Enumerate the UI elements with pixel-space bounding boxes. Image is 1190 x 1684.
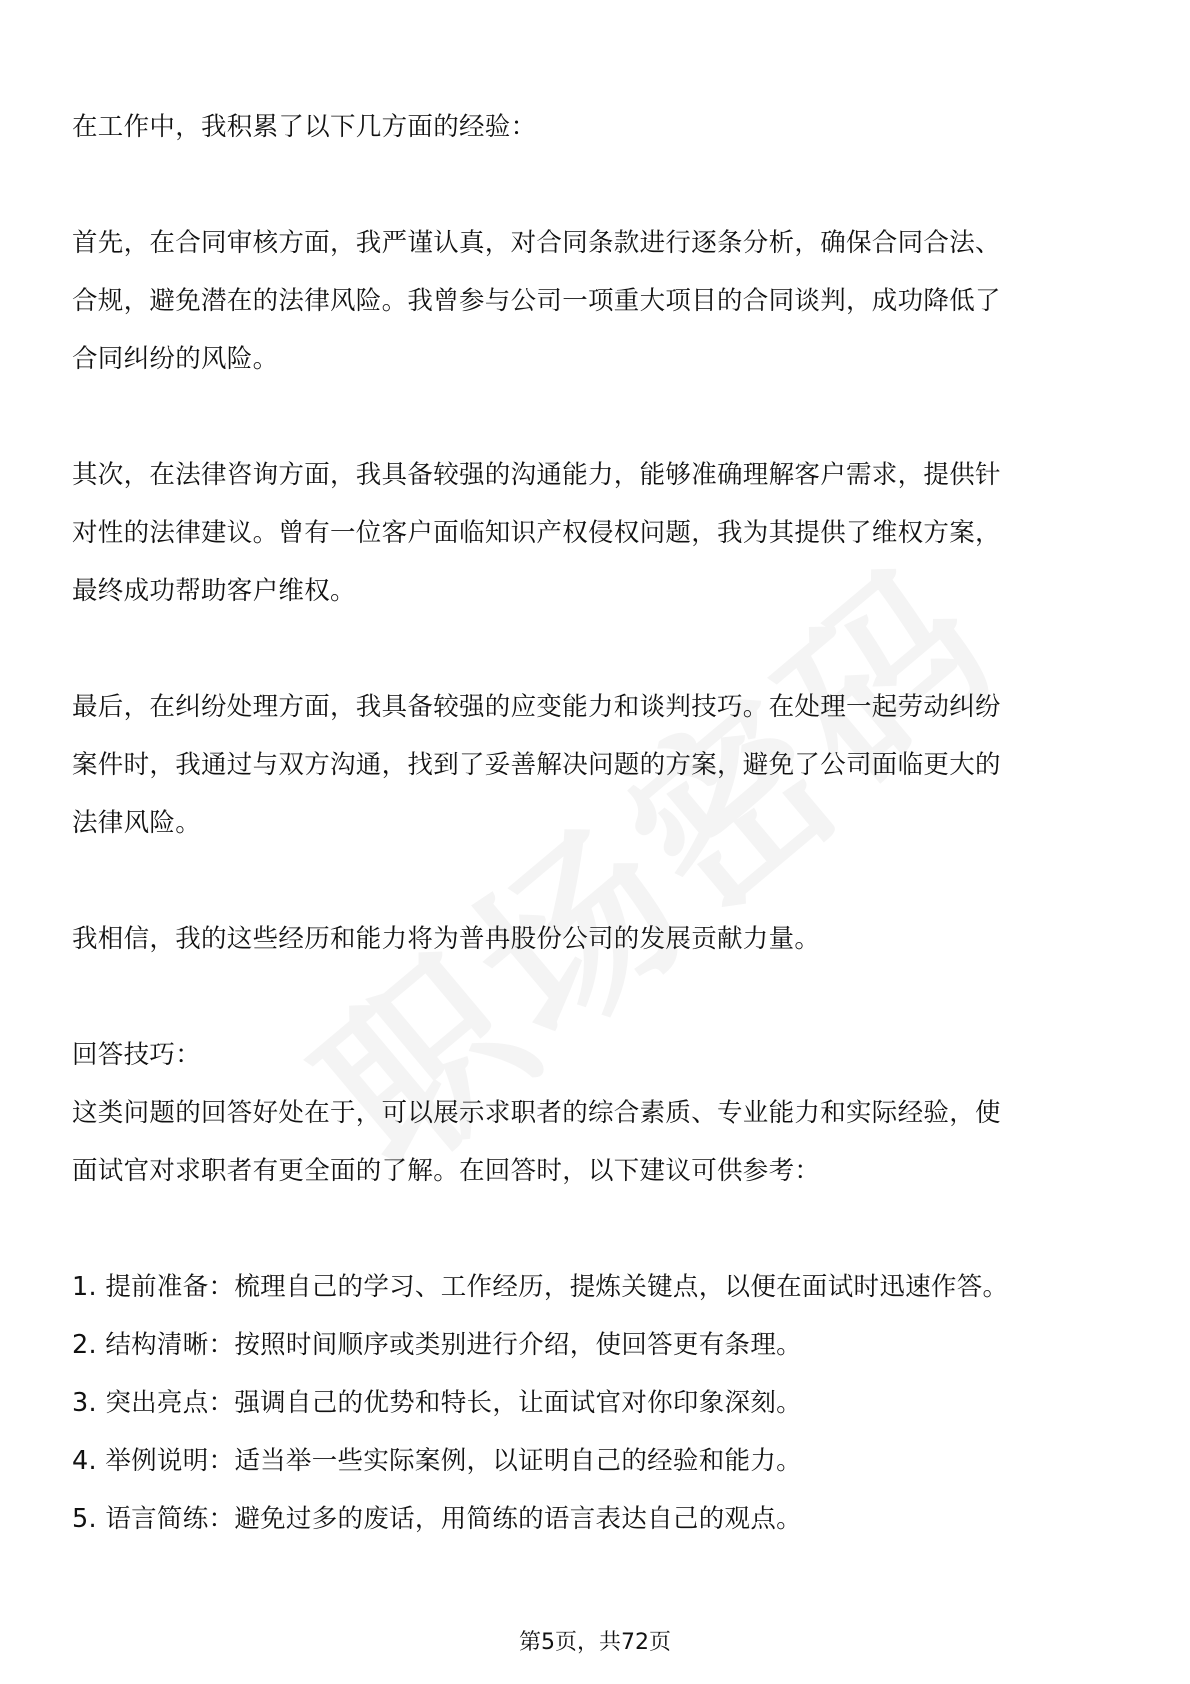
paragraph-first-line-1: 首先，在合同审核方面，我严谨认真，对合同条款进行逐条分析，确保合同合法、 <box>72 228 1001 258</box>
paragraph-tips-line-1: 这类问题的回答好处在于，可以展示求职者的综合素质、专业能力和实际经验，使 <box>72 1098 1001 1128</box>
paragraph-second-line-1: 其次，在法律咨询方面，我具备较强的沟通能力，能够准确理解客户需求，提供针 <box>72 460 1001 490</box>
page-number: 第5页，共72页 <box>519 1630 671 1655</box>
paragraph-first-line-3: 合同纠纷的风险。 <box>72 344 279 374</box>
paragraph-tips-line-2: 面试官对求职者有更全面的了解。在回答时，以下建议可供参考： <box>72 1156 821 1186</box>
list-item: 3. 突出亮点：强调自己的优势和特长，让面试官对你印象深刻。 <box>72 1388 802 1418</box>
section-heading-tips: 回答技巧： <box>72 1040 202 1070</box>
document-body <box>72 98 1122 1548</box>
paragraph-third-line-2: 案件时，我通过与双方沟通，找到了妥善解决问题的方案，避免了公司面临更大的 <box>72 750 1001 780</box>
paragraph-third-line-3: 法律风险。 <box>72 808 202 838</box>
list-item: 1. 提前准备：梳理自己的学习、工作经历，提炼关键点，以便在面试时迅速作答。 <box>72 1272 1009 1302</box>
paragraph-second-line-2: 对性的法律建议。曾有一位客户面临知识产权侵权问题，我为其提供了维权方案， <box>72 518 1001 548</box>
paragraph-second-line-3: 最终成功帮助客户维权。 <box>72 576 356 606</box>
list-item: 5. 语言简练：避免过多的废话，用简练的语言表达自己的观点。 <box>72 1504 802 1534</box>
paragraph-intro: 在工作中，我积累了以下几方面的经验： <box>72 112 537 142</box>
list-item: 2. 结构清晰：按照时间顺序或类别进行介绍，使回答更有条理。 <box>72 1330 802 1360</box>
paragraph-third-line-1: 最后，在纠纷处理方面，我具备较强的应变能力和谈判技巧。在处理一起劳动纠纷 <box>72 692 1001 722</box>
paragraph-first-line-2: 合规，避免潜在的法律风险。我曾参与公司一项重大项目的合同谈判，成功降低了 <box>72 286 1001 316</box>
list-item: 4. 举例说明：适当举一些实际案例，以证明自己的经验和能力。 <box>72 1446 802 1476</box>
paragraph-conclusion: 我相信，我的这些经历和能力将为普冉股份公司的发展贡献力量。 <box>72 924 821 954</box>
